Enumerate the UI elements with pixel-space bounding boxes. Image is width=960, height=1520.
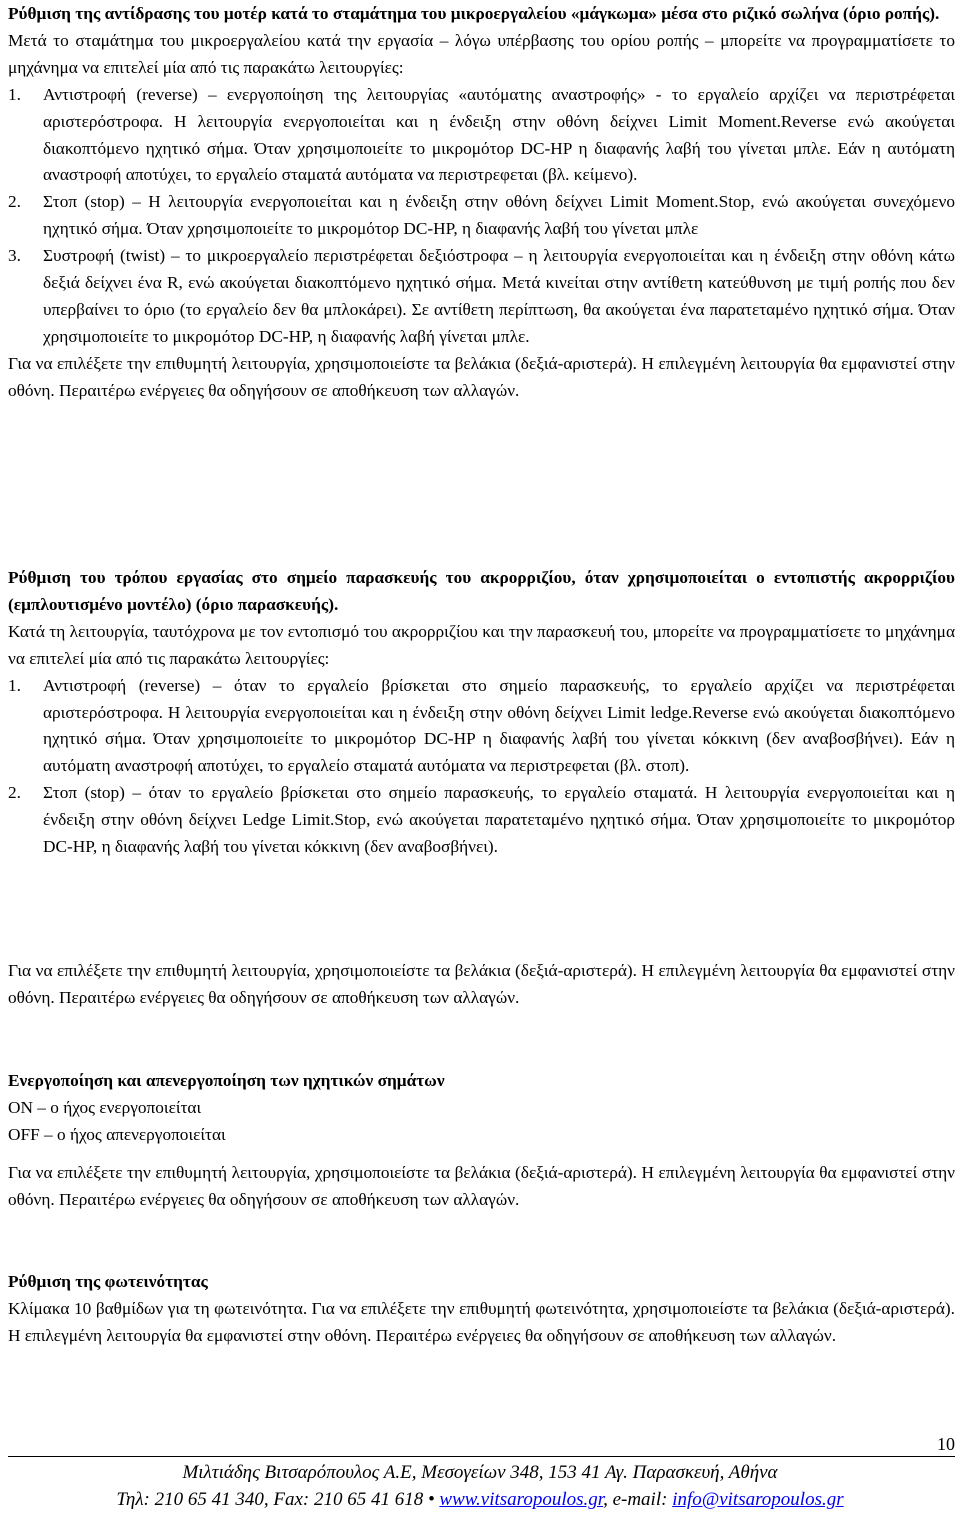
section-ledge-closing — [8, 958, 955, 1012]
email-link[interactable]: info@vitsaropoulos.gr — [672, 1489, 844, 1510]
section-title: Ρύθμιση της φωτεινότητας — [8, 1272, 208, 1291]
section-intro: Μετά το σταμάτημα του μικροεργαλείου κατά την εργασία – λόγω υπέρβασης του ορίου ροπής – μπορείτε να προγραμματίσετε το μηχάνημα να επιτελεί μία από τις παρακάτω λειτουργίες: — [8, 30, 955, 77]
section-ledge-limit — [8, 565, 955, 861]
contact-phones: Τηλ: 210 65 41 340, Fax: 210 65 41 618 • — [116, 1489, 435, 1510]
option-list — [8, 673, 955, 861]
section-sound-closing — [8, 1160, 955, 1214]
list-item — [8, 243, 955, 351]
item-text: Αντιστροφή (reverse) – ενεργοποίηση της λειτουργίας «αυτόματης αναστροφής» - το εργαλείο αρχίζει να περιστρέφεται αριστερόστροφα. Η λειτουργία ενεργοποιείται και η ένδειξη στην οθόνη δείχνει Limit Moment.Reverse ενώ ακούγεται διακοπτόμενο ηχητικό σήμα. Όταν χρησιμοποιείτε το μικρομότορ DC-HP η διαφανής λαβή του γίνεται μπλε. Εάν η αυτόματη αναστροφή αποτύχει, το εργαλείο σταματά αυτόματα να περιστρεφεται (βλ. κείμενο). — [43, 84, 955, 185]
sound-on-line: ON – ο ήχος ενεργοποιείται — [8, 1097, 202, 1117]
list-item — [8, 82, 955, 190]
section-torque-limit — [8, 1, 955, 405]
item-number: 2. — [8, 192, 21, 212]
item-text: Συστροφή (twist) – το μικροεργαλείο περιστρέφεται δεξιόστροφα – η λειτουργία ενεργοποιείται και η ένδειξη στην οθόνη κάτω δεξιά δείχνει ένα R, ενώ ακούγεται διακοπτόμενο ηχητικό σήμα. Μετά κινείται στην αντίθετη κατεύθυνση με τιμή ροπής που δεν υπερβαίνει το όριο (το εργαλείο δεν θα μπλοκάρει). Σε αντίθετη περίπτωση, θα ακούγεται ένα παρατεταμένο ηχητικό σήμα. Όταν χρησιμοποιείτε το μικρομότορ DC-HP, η διαφανής λαβή γίνεται μπλε. — [43, 246, 955, 346]
option-list — [8, 82, 955, 351]
section-intro: Κατά τη λειτουργία, ταυτόχρονα με τον εντοπισμό του ακρορριζίου και την παρασκευή του, μπορείτε να προγραμματίσετε το μηχάνημα να επιτελεί μία από τις παρακάτω λειτουργίες: — [8, 621, 955, 668]
section-closing: Για να επιλέξετε την επιθυμητή λειτουργία, χρησιμοποιείστε τα βελάκια (δεξιά-αριστερά). Η επιλεγμένη λειτουργία θα εμφανιστεί στην οθόνη. Περαιτέρω ενέργειες θα οδηγήσουν σε αποθήκευση των αλλαγών. — [8, 961, 955, 1007]
item-number: 2. — [8, 783, 21, 803]
section-closing: Για να επιλέξετε την επιθυμητή λειτουργία, χρησιμοποιείστε τα βελάκια (δεξιά-αριστερά). Η επιλεγμένη λειτουργία θα εμφανιστεί στην οθόνη. Περαιτέρω ενέργειες θα οδηγήσουν σε αποθήκευση των αλλαγών. — [8, 1163, 955, 1209]
sound-off-line: OFF – ο ήχος απενεργοποιείται — [8, 1124, 226, 1144]
section-sound — [8, 1068, 955, 1149]
page-number: 10 — [937, 1434, 955, 1454]
section-brightness — [8, 1269, 955, 1350]
item-text: Αντιστροφή (reverse) – όταν το εργαλείο βρίσκεται στο σημείο παρασκευής, το εργαλείο αρχίζει να περιστρέφεται αριστερόστροφα. Η λειτουργία ενεργοποιείται και η ένδειξη στην οθόνη δείχνει Limit ledge.Reverse ενώ ακούγεται διακοπτόμενο ηχητικό σήμα. Όταν χρησιμοποιείτε το μικρομότορ DC-HP η διαφανής λαβή του γίνεται κόκκινη (δεν αναβοσβήνει). Εάν η αυτόματη αναστροφή αποτύχει, το εργαλείο σταματά αυτόματα να περιστρεφεται (βλ. στοπ). — [43, 675, 955, 776]
website-link[interactable]: www.vitsaropoulos.gr — [439, 1489, 604, 1510]
item-number: 1. — [8, 84, 21, 104]
section-text: Κλίμακα 10 βαθμίδων για τη φωτεινότητα. Για να επιλέξετε την επιθυμητή φωτεινότητα, χρησιμοποιείστε τα βελάκια (δεξιά-αριστερά). Η επιλεγμένη λειτουργία θα εμφανιστεί στην οθόνη. Περαιτέρω ενέργειες θα οδηγήσουν σε αποθήκευση των αλλαγών. — [8, 1298, 955, 1345]
footer-divider — [8, 1456, 955, 1457]
item-number: 3. — [8, 246, 21, 266]
company-line: Μιλτιάδης Βιτσαρόπουλος Α.Ε, Μεσογείων 348, 153 41 Αγ. Παρασκευή, Αθήνα — [182, 1462, 778, 1483]
list-item — [8, 189, 955, 243]
list-item — [8, 673, 955, 781]
section-closing: Για να επιλέξετε την επιθυμητή λειτουργία, χρησιμοποιείστε τα βελάκια (δεξιά-αριστερά). Η επιλεγμένη λειτουργία θα εμφανιστεί στην οθόνη. Περαιτέρω ενέργειες θα οδηγήσουν σε αποθήκευση των αλλαγών. — [8, 353, 955, 400]
footer-company — [0, 1460, 960, 1486]
footer-contact — [0, 1487, 960, 1513]
email-label: , e-mail: — [603, 1489, 668, 1510]
item-text: Στοπ (stop) – όταν το εργαλείο βρίσκεται στο σημείο παρασκευής, το εργαλείο σταματά. Η λειτουργία ενεργοποιείται και η ένδειξη στην οθόνη δείχνει Ledge Limit.Stop, ενώ ακούγεται παρατεταμένο ηχητικό σήμα. Όταν χρησιμοποιείτε το μικρομότορ DC-HP, η διαφανής λαβή του γίνεται κόκκινη (δεν αναβοσβήνει). — [43, 783, 955, 857]
section-title: Ρύθμιση του τρόπου εργασίας στο σημείο παρασκευής του ακρορριζίου, όταν χρησιμοποιείται ο εντοπιστής ακρορριζίου (εμπλουτισμένο μοντέλο) (όριο παρασκευής). — [8, 568, 955, 614]
item-text: Στοπ (stop) – Η λειτουργία ενεργοποιείται και η ένδειξη στην οθόνη δείχνει Limit Moment.Stop, ενώ ακούγεται συνεχόμενο ηχητικό σήμα. Όταν χρησιμοποιείτε το μικρομότορ DC-HP, η διαφανής λαβή του γίνεται μπλε — [43, 192, 955, 239]
list-item — [8, 780, 955, 861]
section-title: Ρύθμιση της αντίδρασης του μοτέρ κατά το σταμάτημα του μικροεργαλείου «μάγκωμα» μέσα στο ριζικό σωλήνα (όριο ροπής). — [8, 4, 940, 23]
item-number: 1. — [8, 675, 21, 695]
section-title: Ενεργοποίηση και απενεργοποίηση των ηχητικών σημάτων — [8, 1071, 445, 1090]
